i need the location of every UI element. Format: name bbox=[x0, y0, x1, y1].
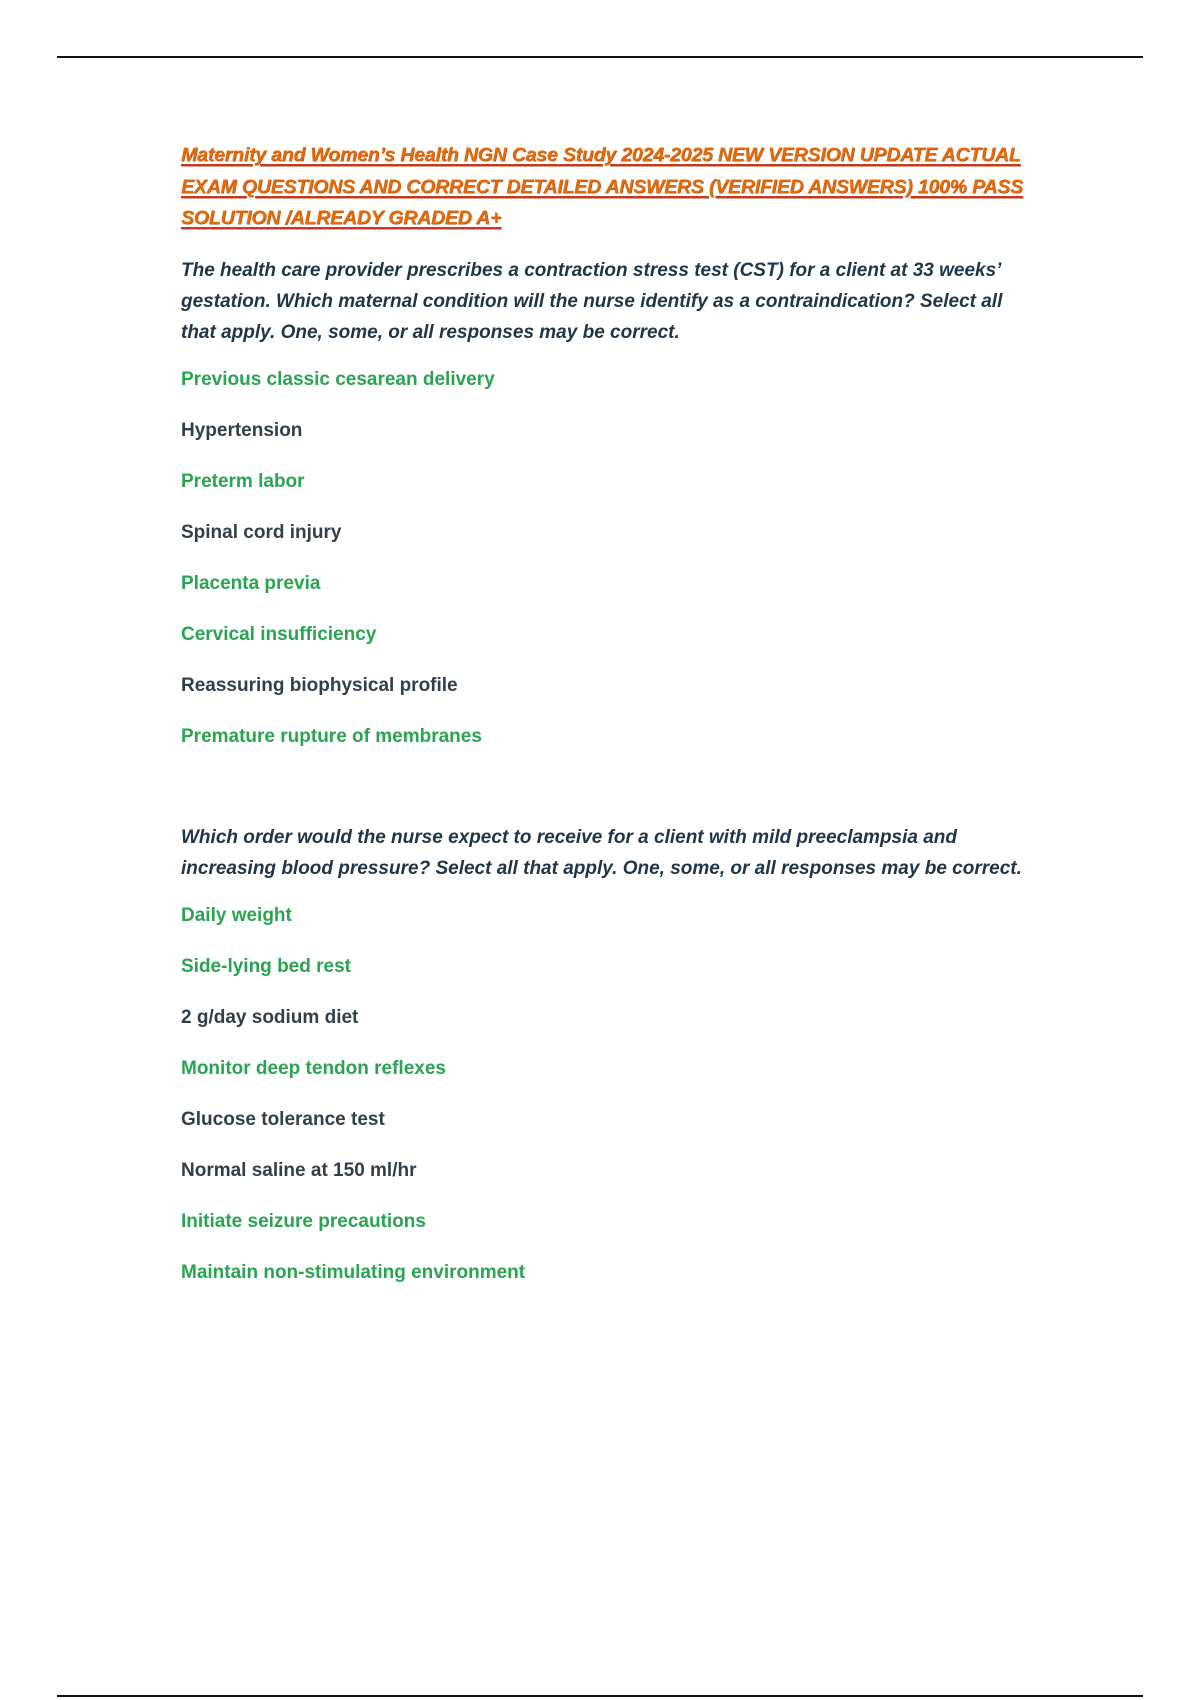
answer-option: Initiate seizure precautions bbox=[181, 1210, 426, 1232]
answer-option: Glucose tolerance test bbox=[181, 1108, 385, 1130]
answer-option: Cervical insufficiency bbox=[181, 623, 377, 645]
bottom-divider bbox=[57, 1695, 1143, 1697]
document-body bbox=[181, 140, 1041, 1312]
top-divider bbox=[57, 56, 1143, 58]
answer-option: Monitor deep tendon reflexes bbox=[181, 1057, 446, 1079]
answer-option: 2 g/day sodium diet bbox=[181, 1006, 359, 1028]
answer-option: Daily weight bbox=[181, 904, 292, 926]
question-prompt-2: Which order would the nurse expect to receive for a client with mild preeclampsia and increasing blood pressure? Select all that apply. One, some, or all responses may be correct. bbox=[181, 826, 1022, 879]
answer-option: Previous classic cesarean delivery bbox=[181, 368, 495, 390]
answer-option: Premature rupture of membranes bbox=[181, 725, 482, 747]
answer-option: Hypertension bbox=[181, 419, 303, 441]
question-block-2 bbox=[181, 822, 1041, 1285]
question-prompt-1: The health care provider prescribes a contraction stress test (CST) for a client at 33 weeks’ gestation. Which maternal condition will the nurse identify as a contraindication? Select all that apply. One, some, or all responses may be correct. bbox=[181, 259, 1003, 343]
answer-option: Maintain non-stimulating environment bbox=[181, 1261, 526, 1283]
document-title: Maternity and Women’s Health NGN Case Study 2024-2025 NEW VERSION UPDATE ACTUAL EXAM QUESTIONS AND CORRECT DETAILED ANSWERS (VERIFIED ANSWERS) 100% PASS SOLUTION /ALREADY GRADED A+ bbox=[181, 144, 1023, 229]
answer-list-1 bbox=[181, 368, 1041, 749]
answer-option: Preterm labor bbox=[181, 470, 305, 492]
answer-list-2 bbox=[181, 904, 1041, 1285]
answer-option: Normal saline at 150 ml/hr bbox=[181, 1159, 417, 1181]
answer-option: Placenta previa bbox=[181, 572, 321, 594]
answer-option: Reassuring biophysical profile bbox=[181, 674, 458, 696]
answer-option: Side-lying bed rest bbox=[181, 955, 351, 977]
answer-option: Spinal cord injury bbox=[181, 521, 342, 543]
question-block-1 bbox=[181, 255, 1041, 749]
